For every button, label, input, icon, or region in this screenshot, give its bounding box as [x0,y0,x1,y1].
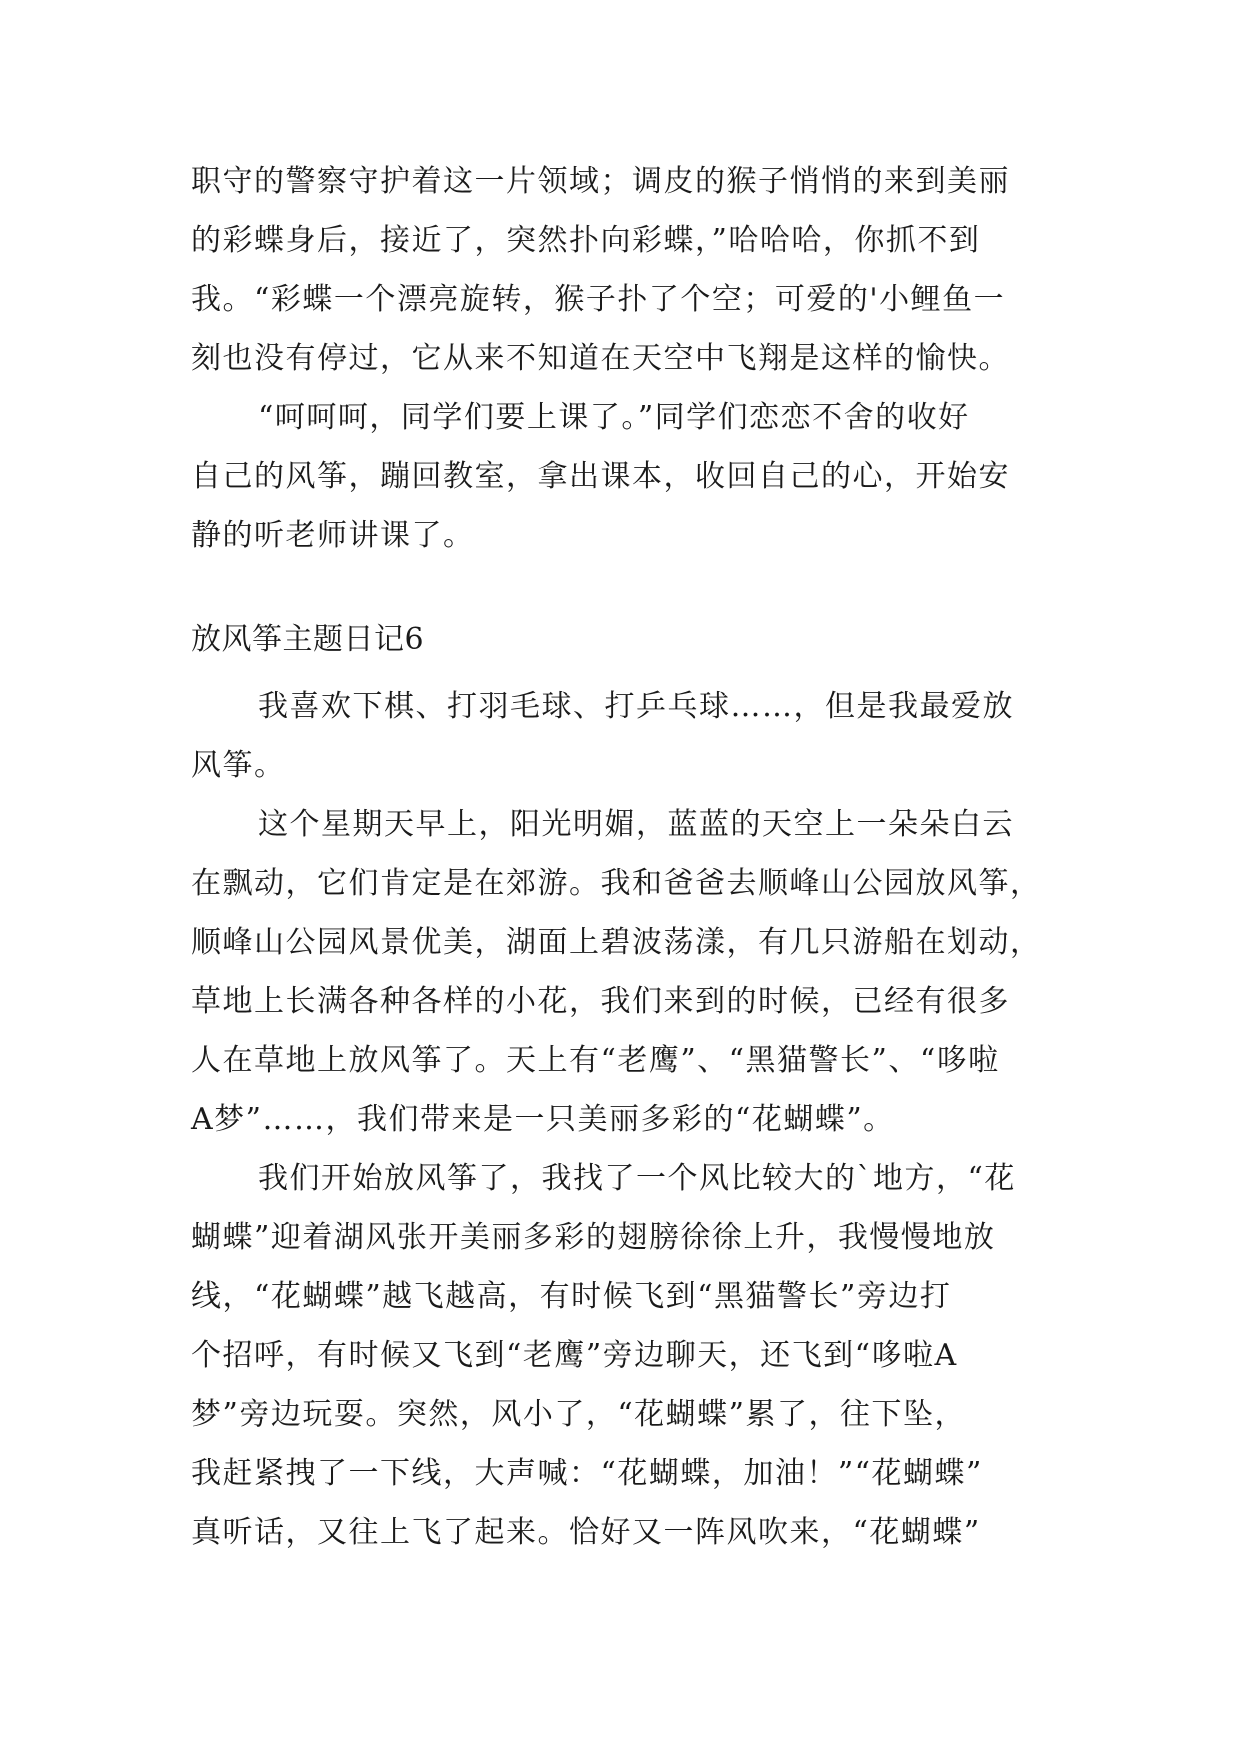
text-line: 职守的警察守护着这一片领域；调皮的猴子悄悄的来到美丽 [191,164,1010,199]
text-line: 我赶紧拽了一下线，大声喊：“花蝴蝶，加油！”“花蝴蝶” [191,1456,983,1491]
text-line: 风筝。 [191,748,286,783]
text-line: 的彩蝶身后，接近了，突然扑向彩蝶，”哈哈哈，你抓不到 [191,223,981,258]
text-line: 梦”旁边玩耍。突然，风小了，“花蝴蝶”累了，往下坠， [191,1397,967,1432]
text-line: 真听话，又往上飞了起来。恰好又一阵风吹来，“花蝴蝶” [191,1515,981,1550]
text-line: 草地上长满各种各样的小花，我们来到的时候，已经有很多 [191,984,1010,1019]
text-line: 静的听老师讲课了。 [191,518,475,553]
paragraph-first-line: 这个星期天早上，阳光明媚，蓝蓝的天空上一朵朵白云 [258,807,1014,842]
text-line: 线，“花蝴蝶”越飞越高，有时候飞到“黑猫警长”旁边打 [191,1279,952,1314]
text-line: A梦”……，我们带来是一只美丽多彩的“花蝴蝶”。 [191,1102,895,1137]
paragraph-first-line: “呵呵呵，同学们要上课了。”同学们恋恋不舍的收好 [258,400,970,435]
text-line: 在飘动，它们肯定是在郊游。我和爸爸去顺峰山公园放风筝， [191,866,1042,901]
text-line: 我。“彩蝶一个漂亮旋转，猴子扑了个空；可爱的'小鲤鱼一 [191,282,1006,317]
section-heading: 放风筝主题日记6 [191,622,425,657]
paragraph-first-line: 我们开始放风筝了，我找了一个风比较大的`地方，“花 [258,1161,1016,1196]
paragraph-first-line: 我喜欢下棋、打羽毛球、打乒乓球……，但是我最爱放 [258,689,1014,724]
text-line: 刻也没有停过，它从来不知道在天空中飞翔是这样的愉快。 [191,341,1010,376]
text-line: 蝴蝶”迎着湖风张开美丽多彩的翅膀徐徐上升，我慢慢地放 [191,1220,996,1255]
text-line: 自己的风筝，蹦回教室，拿出课本，收回自己的心，开始安 [191,459,1010,494]
text-line: 人在草地上放风筝了。天上有“老鹰”、“黑猫警长”、“哆啦 [191,1043,1000,1078]
text-line: 顺峰山公园风景优美，湖面上碧波荡漾，有几只游船在划动， [191,925,1042,960]
text-line: 个招呼，有时候又飞到“老鹰”旁边聊天，还飞到“哆啦A [191,1338,958,1373]
